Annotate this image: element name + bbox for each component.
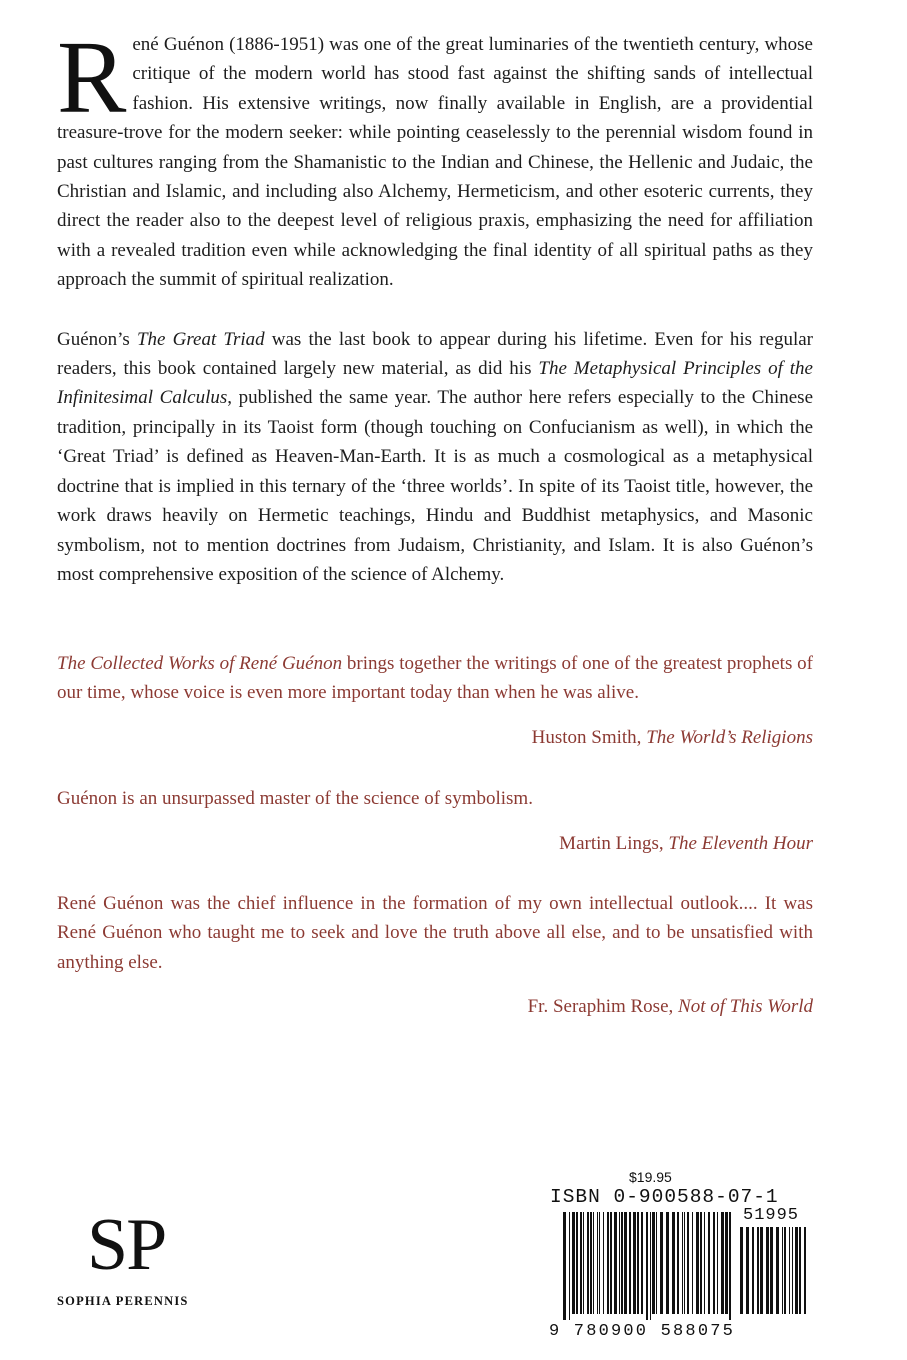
drop-cap: R (57, 20, 127, 135)
endorsement-quote (57, 889, 813, 977)
quote-text: Guénon is an unsurpassed master of the science of symbolism. (57, 788, 533, 810)
barcode-digits: 9 780900 588075 (549, 1322, 736, 1341)
back-cover-description (57, 20, 813, 589)
endorsement-attribution (57, 723, 813, 752)
barcode-icon (563, 1212, 733, 1320)
book-title-great-triad: The Great Triad (136, 328, 265, 350)
endorsement-attribution (57, 992, 813, 1021)
price-label: $19.95 (629, 1169, 672, 1185)
endorsement-attribution (57, 829, 813, 858)
book-title-metaphysical-principles: The Metaphysical Principles of the Infinitesimal Calculus (57, 358, 813, 409)
summary-text-2: was the last book to appear during his lifetime. Even for his regular readers, this book contained largely new material, as did his (57, 328, 813, 380)
isbn-label: ISBN 0-900588-07-1 (550, 1186, 779, 1208)
attribution-source: Not of This World (678, 996, 813, 1018)
publisher-logo (57, 1205, 227, 1309)
intro-text: ené Guénon (1886-1951) was one of the great luminaries of the twentieth century, whose critique of the modern world has stood fast against the shifting sands of intellectual fashion. His extensive writings, now finally available in English, are a providential treasure-trove for the modern seeker: while pointing ceaselessly to the perennial wisdom found in past cultures ranging from the Shamanistic to the Indian and Chinese, the Hellenic and Judaic, the Christian and Islamic, and including also Alchemy, Hermeticism, and other esoteric currents, they direct the reader also to the deepest level of religious praxis, emphasizing the need for affiliation with a revealed tradition even while acknowledging the final identity of all spiritual paths as they approach the summit of spiritual realization. (57, 34, 813, 291)
barcode-addon-icon (740, 1227, 811, 1320)
publisher-name: SOPHIA PERENNIS (57, 1294, 189, 1308)
attribution-author: Huston Smith, (531, 726, 647, 748)
attribution-source: The World’s Religions (646, 726, 813, 748)
summary-text-1: Guénon’s (57, 328, 137, 350)
book-summary-paragraph (57, 325, 813, 590)
summary-text-3: , published the same year. The author here refers especially to the Chinese tradition, principally in its Taoist form (though touching on Confucianism as well), in which the ‘Great Triad’ is defined as Heaven-Man-Earth. It is as much a cosmological as a metaphysical doctrine that is implied in this ternary of the ‘three worlds’. In spite of its Taoist title, however, the work draws heavily on Hermetic teachings, Hindu and Buddhist metaphysics, and Masonic symbolism, not to mention doctrines from Judaism, Christianity, and Islam. It is also Guénon’s most comprehensive exposition of the science of Alchemy. (57, 387, 813, 585)
attribution-author: Fr. Seraphim Rose, (527, 996, 679, 1018)
endorsements (57, 649, 813, 1022)
barcode-addon-number: 51995 (743, 1206, 800, 1225)
quote-text: René Guénon was the chief influence in the formation of my own intellectual outlook.... It was René Guénon who taught me to seek and love the truth above all else, and to be unsatisfied with anything else. (57, 893, 813, 973)
intro-paragraph (57, 20, 813, 295)
attribution-author: Martin Lings, (559, 832, 669, 854)
quote-text: brings together the writings of one of the greatest prophets of our time, whose voice is even more important today than when he was alive. (57, 653, 813, 704)
attribution-source: The Eleventh Hour (668, 832, 813, 854)
endorsement-quote (57, 784, 813, 813)
endorsement-quote (57, 649, 813, 708)
quote-italic: The Collected Works of René Guénon (57, 653, 343, 674)
publisher-monogram: SP (87, 1204, 166, 1286)
